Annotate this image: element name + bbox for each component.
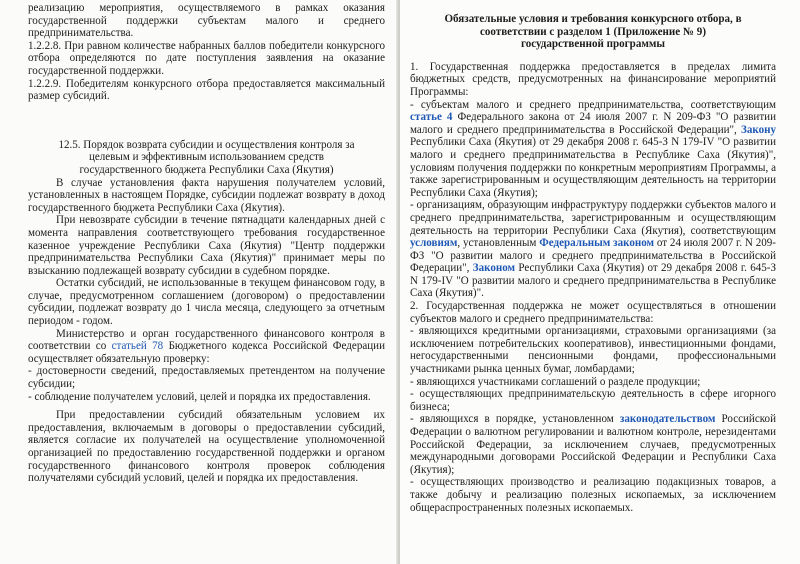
paragraph-consent: При предоставлении субсидий обязательным условием их предоставления, включаемым в договоры о предоставлении субсидий, является согласие их получателей на осуществление уполномоченной организацией по предоставлению государственной поддержки и органом государственного финансового контроля проверок соблюдения получателями субсидий условий, целей и порядка их предоставления. [28, 409, 385, 485]
control-text-a: Министерство и орган государственного финансового контроля в соответствии со [28, 327, 385, 353]
clause-1228: 1.2.2.8. При равном количестве набранных баллов победители конкурсного отбора определяются по дате поступления заявления на оказание государственной поддержки. [28, 39, 385, 77]
regional-law-link[interactable]: Законом [472, 262, 516, 275]
intro-paragraph: реализацию мероприятия, осуществляемого в рамках оказания государственной поддержки субъектам малого и среднего предпринимательства. [28, 2, 385, 40]
spacer [28, 103, 385, 139]
clause-1229: 1.2.2.9. Победителям конкурсного отбора предоставляется максимальный размер субсидий. [28, 77, 385, 103]
federal-law-link[interactable]: Федеральным законом [539, 237, 655, 250]
smb-text-b: Федерального закона от 24 июля 2007 г. N 209-ФЗ "О развитии малого и среднего предпринимательства в Российской Федерации", [410, 111, 776, 136]
legislation-link[interactable]: законодательством [619, 413, 716, 426]
right-page [400, 0, 800, 564]
paragraph-return: В случае установления факта нарушения получателем условий, установленных в настоящем Порядке, субсидии подлежат возврату в доход государственного бюджета Республики Саха (Якутия). [28, 176, 385, 214]
condition-infrastructure [410, 199, 776, 300]
control-text-b: Бюджетного кодекса Российской Федерации осуществляет обязательную проверку: [28, 340, 385, 365]
exclusion-credit: - являющихся кредитными организациями, страховыми организациями (за исключением потребительских кооперативов), инвестиционными фондами, негосударственными пенсионными фондами, профессиональными участниками рынка ценных бумаг, ломбардами; [410, 325, 776, 376]
infra-text-b: , установленным [457, 237, 540, 250]
nonres-text-b: Российской Федерации о валютном регулировании и валютном контроле, нерезидентами Российской Федерации, за исключением случаев, предусмотренных международными договорами Российской Федерации и Республики Саха (Якутия); [410, 413, 776, 476]
paragraph-non-return: При невозврате субсидии в течение пятнадцати календарных дней с момента направления соответствующего требования государственное казенное учреждение Республики Саха (Якутия) "Центр поддержки предпринимательства Республики Саха (Якутия)" принимает меры по взысканию подлежащей возврату субсидии в судебном порядке. [28, 214, 385, 277]
paragraph-control [28, 328, 385, 366]
article-4-link[interactable]: статье 4 [410, 111, 453, 124]
condition-2: 2. Государственная поддержка не может осуществляться в отношении субъектов малого и среднего предпринимательства: [410, 300, 776, 325]
left-page-text [28, 2, 385, 485]
infra-text-a: - организациям, образующим инфраструктуру поддержки субъектов малого и среднего предпринимательства, зарегистрированным и осуществляющим деятельность на территории Республики Саха (Якутия), соответствующим [410, 199, 776, 237]
condition-smb [410, 99, 776, 200]
infra-text-c: от 24 июля 2007 г. N 209-ФЗ "О развитии малого и среднего предпринимательства в Российской Федерации", [410, 237, 776, 275]
check-item-1: - достоверности сведений, предоставляемых претендентом на получение субсидии; [28, 365, 385, 391]
right-page-title: Обязательные условия и требования конкурсного отбора, в соответствии с разделом 1 (Приложение № 9) государственной программы [444, 13, 742, 51]
left-page [0, 0, 398, 564]
nonres-text-a: - являющихся в порядке, установленном [410, 413, 620, 426]
conditions-link[interactable]: условиям [410, 237, 458, 250]
section-heading: 12.5. Порядок возврата субсидии и осуществления контроля за целевым и эффективным использованием средств государственного бюджета Республики Саха (Якутия) [58, 138, 355, 176]
exclusion-psa: - являющихся участниками соглашений о разделе продукции; [410, 375, 701, 388]
smb-text-a: - субъектам малого и среднего предпринимательства, соответствующим [410, 98, 776, 111]
exclusion-nonresident [410, 413, 776, 476]
condition-1: 1. Государственная поддержка предоставляется в пределах лимита бюджетных средств, предусмотренных на финансирование мероприятий Программы: [410, 60, 776, 98]
law-link[interactable]: Закону [741, 123, 776, 136]
exclusion-gambling: - осуществляющих предпринимательскую деятельность в сфере игорного бизнеса; [410, 388, 776, 413]
article-78-link[interactable]: статьей 78 [111, 340, 164, 353]
exclusion-excise: - осуществляющих производство и реализацию подакцизных товаров, а также добычу и реализацию полезных ископаемых, за исключением общераспространенных полезных ископаемых. [410, 476, 776, 514]
paragraph-remainders: Остатки субсидий, не использованные в текущем финансовом году, в случае, предусмотренном соглашением (договором) о предоставлении субсидии, подлежат возврату до 1 числа месяца, следующего за отчетным периодом - годом. [28, 277, 385, 328]
infra-text-d: Республики Саха (Якутия) от 29 декабря 2008 г. 645-З N 179-IV "О развитии малого и среднего предпринимательства в Республике Саха (Якутия)". [410, 262, 776, 300]
check-item-2: - соблюдение получателем условий, целей и порядка их предоставления. [28, 390, 371, 403]
right-page-text [410, 13, 776, 514]
smb-text-c: Республики Саха (Якутия) от 29 декабря 2008 г. 645-З N 179-IV "О развитии малого и среднего предпринимательства в Республике Саха (Якутия)", условиям получения поддержки по конкретным мероприятиям Программы, а также зарегистрированным и осуществляющим деятельность на территории Республики Саха (Якутия); [410, 136, 776, 199]
